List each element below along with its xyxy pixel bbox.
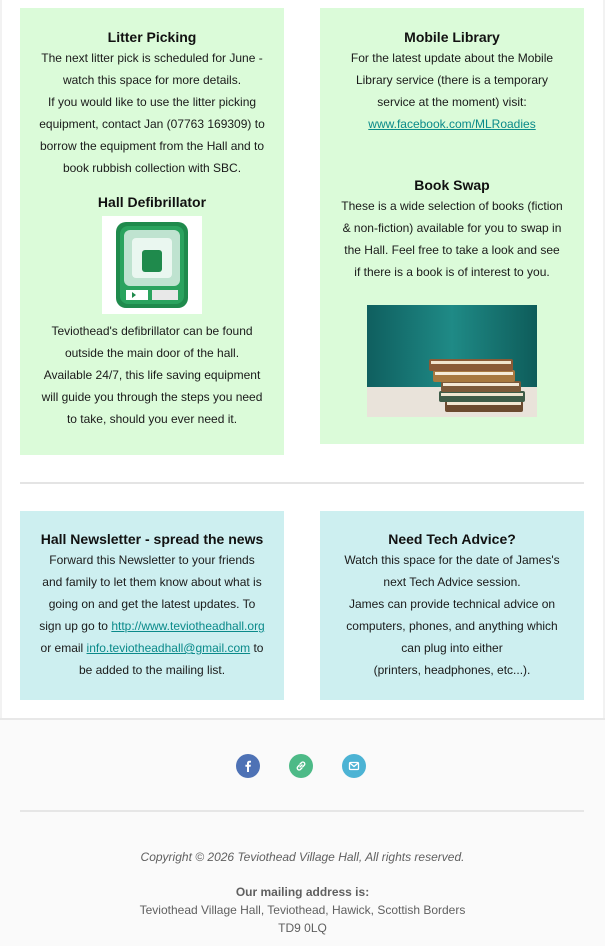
- library-bookswap-card: [320, 8, 584, 444]
- tech-line: (printers, headphones, etc...).: [373, 663, 531, 677]
- defibrillator-image: [102, 216, 202, 314]
- mailing-address-label: Our mailing address is:: [235, 885, 370, 899]
- footer-divider: [20, 810, 584, 812]
- books-image: [367, 305, 537, 417]
- newsletter-line: Forward this Newsletter to your friends: [49, 553, 255, 567]
- tech-line: can plug into either: [401, 641, 503, 655]
- tech-line: James can provide technical advice on: [348, 597, 556, 611]
- defib-title: Hall Defibrillator: [97, 194, 207, 210]
- litter-line: equipment, contact Jan (07763 169309) to: [39, 117, 265, 131]
- mailing-address: [0, 901, 605, 937]
- copyright-text: Copyright © 2026 Teviothead Village Hall, All rights reserved.: [140, 850, 465, 864]
- book-line: if there is a book is of interest to you.: [354, 265, 550, 279]
- address-line: Teviothead Village Hall, Teviothead, Hawick, Scottish Borders: [139, 903, 466, 917]
- defib-line: outside the main door of the hall.: [64, 346, 240, 360]
- book-line: the Hall. Feel free to take a look and see: [344, 243, 560, 257]
- email-link[interactable]: info.teviotheadhall@gmail.com: [86, 641, 251, 655]
- defib-line: will guide you through the steps you need: [41, 390, 263, 404]
- facebook-icon: [242, 760, 254, 772]
- copy-link-button[interactable]: [289, 754, 313, 778]
- litter-line: If you would like to use the litter picking: [47, 95, 257, 109]
- tech-line: computers, phones, and anything which: [346, 619, 558, 633]
- litter-defib-card: [20, 8, 284, 455]
- book-line: & non-fiction) available for you to swap in: [342, 221, 562, 235]
- newsletter-line: be added to the mailing list.: [78, 663, 226, 677]
- defib-line: Available 24/7, this life saving equipment: [43, 368, 261, 382]
- defib-line: Teviothead's defibrillator can be found: [51, 324, 253, 338]
- newsletter-card: [20, 511, 284, 700]
- email-share-button[interactable]: [342, 754, 366, 778]
- litter-line: watch this space for more details.: [62, 73, 242, 87]
- website-link[interactable]: http://www.teviotheadhall.org: [111, 619, 265, 633]
- signup-prefix: sign up go to: [39, 619, 112, 633]
- newsletter-line: and family to let them know about what is: [42, 575, 262, 589]
- mobile-line: Library service (there is a temporary: [355, 73, 549, 87]
- newsletter-line: going on and get the latest updates. To: [48, 597, 256, 611]
- email-icon: [348, 760, 360, 772]
- newsletter-title: Hall Newsletter - spread the news: [40, 531, 264, 547]
- defib-line: to take, should you ever need it.: [66, 412, 238, 426]
- tech-title: Need Tech Advice?: [388, 531, 516, 547]
- mobile-line: For the latest update about the Mobile: [350, 51, 554, 65]
- litter-line: book rubbish collection with SBC.: [62, 161, 242, 175]
- tech-line: Watch this space for the date of James's: [344, 553, 560, 567]
- tech-line: next Tech Advice session.: [383, 575, 521, 589]
- litter-title: Litter Picking: [107, 29, 197, 45]
- tech-advice-card: [320, 511, 584, 700]
- book-swap-title: Book Swap: [414, 177, 490, 193]
- mobile-library-link[interactable]: www.facebook.com/MLRoadies: [368, 117, 536, 131]
- litter-line: The next litter pick is scheduled for June -: [41, 51, 263, 65]
- book-line: These is a wide selection of books (fiction: [341, 199, 563, 213]
- email-prefix: or email: [40, 641, 87, 655]
- footer: [0, 718, 605, 946]
- email-suffix: to: [250, 641, 264, 655]
- mobile-library-title: Mobile Library: [404, 29, 500, 45]
- section-divider: [20, 482, 584, 484]
- address-line: TD9 0LQ: [278, 921, 327, 935]
- litter-line: borrow the equipment from the Hall and to: [39, 139, 265, 153]
- link-icon: [295, 760, 307, 772]
- facebook-share-button[interactable]: [236, 754, 260, 778]
- mobile-line: service at the moment) visit:: [377, 95, 527, 109]
